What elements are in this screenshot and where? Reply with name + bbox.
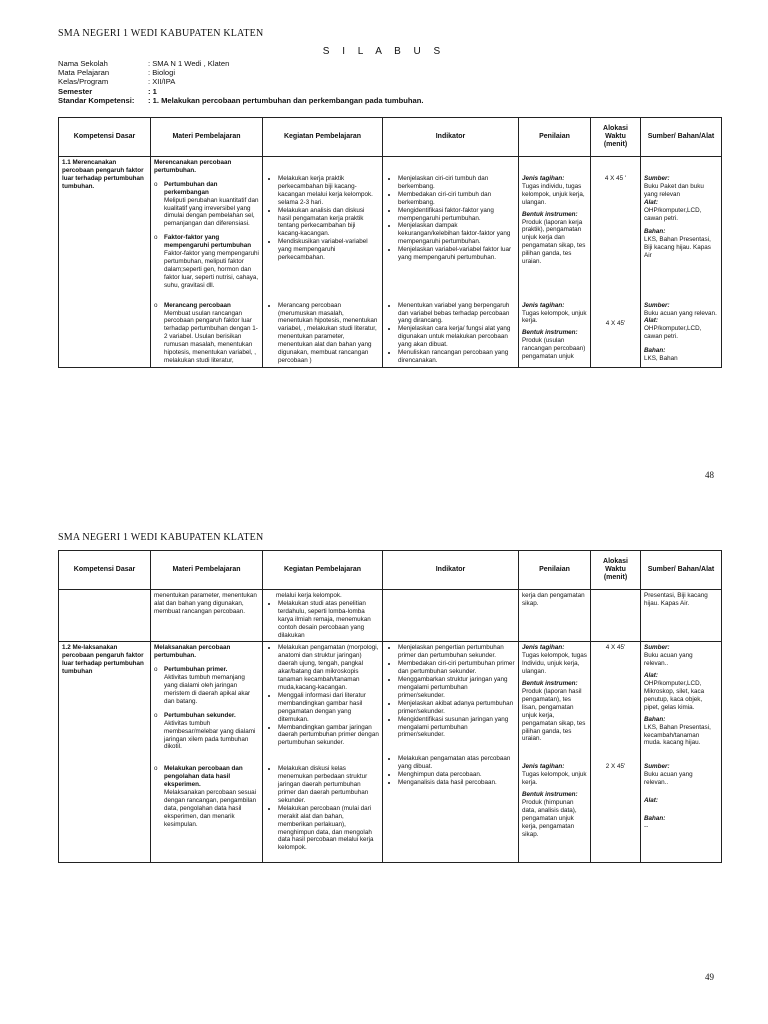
kegiatan-item: • Merancang percobaan (merumuskan masalah, menentukan hipotesis, menentukan variabel, , melakukan studi literatur, menentukan parameter, menentukan alat dan bahan yang digunakan, membuat rancangan percobaan ): [278, 302, 379, 365]
materi-head: Pertumbuhan dan perkembangan: [164, 180, 218, 196]
bahan-label: Bahan:: [644, 715, 666, 723]
kegiatan-item: • Melakukan diskusi kelas menemukan perbedaan struktur jaringan daerah pertumbuhan primer dan daerah pertumbuhan sekunder.: [278, 765, 379, 805]
table-row: [59, 642, 722, 753]
sumber-text: Buku acuan yang relevan..: [644, 771, 693, 787]
syllabus-table: [58, 117, 722, 368]
page-number: 48: [705, 470, 714, 480]
col-header: Kegiatan Pembelajaran: [263, 551, 383, 590]
sumber-cell: [641, 642, 722, 753]
bentuk-instrumen-label: Bentuk instrumen:: [522, 791, 578, 799]
jenis-tagihan-label: Jenis tagihan:: [522, 763, 565, 771]
col-header: Indikator: [383, 118, 519, 157]
materi-body: Melaksanakan percobaan sesuai dengan rancangan, pengambilan data, pengolahan data hasil eksperimen, dan menarik kesimpulan.: [164, 789, 257, 828]
bentuk-instrumen-label: Bentuk instrumen:: [522, 210, 578, 218]
materi-cell: o Merancang percobaan Membuat usulan rancangan percobaan pengaruh faktor luar terhadap pertumbuhan dengan 1-2 variabel. Usulan berisikan rumusan masalah, menentukan hipotesis, menentukan variabel, , melakukan studi literatur,: [151, 292, 263, 368]
penilaian-cell: [519, 753, 591, 863]
kegiatan-item: • Melakukan kerja praktik perkecambahan biji kacang-kacangan melalui kerja kelompok. selama 2-3 hari.: [278, 175, 379, 207]
indikator-item: • Menentukan variabel yang berpengaruh dan variabel bebas terhadap percobaan yang dirancang.: [398, 302, 515, 326]
alat-label: Alat:: [644, 198, 658, 206]
sumber-cell: [641, 157, 722, 292]
materi-cell: Melaksanakan percobaan pertumbuhan. o Pertumbuhan primer. Aktivitas tumbuh memanjang yang dialami oleh jaringan meristem di daerah apikal akar dan batang. o Pertumbuhan sekunder. Aktivitas tumbuh membesar/melebar yang dialami jaringan xilem pada tumbuhan dikotil.: [151, 642, 263, 753]
jenis-tagihan-label: Jenis tagihan:: [522, 301, 565, 309]
school-header: SMA NEGERI 1 WEDI KABUPATEN KLATEN: [58, 532, 264, 543]
bahan-label: Bahan:: [644, 814, 666, 822]
penilaian-cell: [519, 157, 591, 292]
indikator-item: • Melakukan pengamatan atas percobaan yang dibuat.: [398, 755, 515, 771]
info-label: Kelas/Program: [58, 77, 109, 87]
col-header: Sumber/ Bahan/Alat: [641, 551, 722, 590]
bahan-label: Bahan:: [644, 347, 666, 355]
indikator-item: • Menjelaskan variabel-variabel faktor luar yang mempengaruhi pertumbuhan.: [398, 246, 515, 262]
page-number: 49: [705, 972, 714, 982]
indikator-item: • Mengidentifikasi susunan jaringan yang mengalami pertumbuhan primer/sekunder.: [398, 716, 515, 740]
table-row: [59, 157, 722, 292]
indikator-item: • Menuliskan rancangan percobaan yang direncanakan.: [398, 349, 515, 365]
sumber-text: Buku acuan yang relevan.: [644, 309, 717, 317]
alokasi-waktu: 4 X 45 ': [604, 175, 627, 182]
indikator-item: • Membedakan ciri-ciri pertumbuhan primer dan pertumbuhan sekunder.: [398, 660, 515, 676]
info-label: Nama Sekolah: [58, 59, 108, 68]
materi-cell: Merencanakan percobaan pertumbuhan. o Pertumbuhan dan perkembangan Meliputi perubahan kuantitatif dan kualitatif yang irreversibel yang dimulai dengan pembelahan sel, pemanjangan dan diferensiasi. o Faktor-faktor yang mempengaruhi pertumbuhan Faktor-faktor yang mempengaruhi pertumbuhan, meliputi faktor dalam;seperti gen, hormon dan faktor luar, seperti nutrisi, cahaya, suhu, gravitasi dll.: [151, 157, 263, 292]
info-row: [58, 59, 424, 68]
jenis-tagihan: Tugas kelompok, tugas Individu, unjuk kerja, ulangan.: [522, 652, 587, 676]
materi-cell: [151, 590, 263, 642]
bahan-label: Bahan:: [644, 228, 666, 236]
alat-text: OHP/komputer,LCD, cawan petri.: [644, 325, 702, 341]
kegiatan-cell: [263, 753, 383, 863]
col-header: Penilaian: [519, 551, 591, 590]
indikator-cell: [383, 157, 519, 292]
kegiatan-cell: [263, 642, 383, 753]
bentuk-instrumen: Produk (usulan rancangan percobaan) pengamatan unjuk: [522, 337, 586, 361]
kegiatan-item: • Melakukan pengamatan (morpologi, anatomi dan struktur jaringan) daerah ujung, tengah, pangkal akar/batang dan mikroskopis tanaman kecambah/tanaman muda,kacang-kacangan.: [278, 644, 379, 691]
alokasi-waktu: 2 X 45': [605, 763, 626, 771]
bentuk-instrumen-label: Bentuk instrumen:: [522, 680, 578, 688]
alokasi-cell: [591, 753, 641, 863]
indikator-item: • Menjelaskan pengertian pertumbuhan primer dan pertumbuhan sekunder.: [398, 644, 515, 660]
materi-body: Meliputi perubahan kuantitatif dan kualitatif yang irreversibel yang dimulai dengan pembelahan sel, pemanjangan dan diferensiasi.: [164, 196, 259, 228]
col-header: Penilaian: [519, 118, 591, 157]
sumber-text: Buku acuan yang relevan..: [644, 652, 693, 668]
alokasi-waktu: 4 X 45': [605, 644, 626, 652]
alokasi-cell: [591, 157, 641, 292]
materi-body: Membuat usulan rancangan percobaan pengaruh faktor luar terhadap pertumbuhan dengan 1-2 variabel. Usulan berisikan rumusan masalah, menentukan hipotesis, menentukan variabel, , melakukan studi literatur,: [164, 309, 258, 364]
kegiatan-item: • Membandingkan gambar jaringan daerah pertumbuhan primer dengan pertumbuhan sekunder.: [278, 724, 379, 748]
info-row: [58, 77, 424, 86]
sumber-label: Sumber:: [644, 301, 670, 309]
col-header: Alokasi Waktu (menit): [591, 118, 641, 157]
alat-label: Alat:: [644, 672, 658, 680]
indikator-item: • Mengidentifikasi faktor-faktor yang mempengaruhi pertumbuhan.: [398, 207, 515, 223]
col-header: Materi Pembelajaran: [151, 551, 263, 590]
bahan-text: LKS, Bahan: [644, 355, 678, 363]
alat-text: OHP/komputer,LCD, cawan petri.: [644, 206, 702, 222]
materi-body: Faktor-faktor yang mempengaruhi pertumbuhan, meliputi faktor dalam;seperti gen, hormon dan faktor luar, seperti nutrisi, cahaya, suhu, gravitasi dll.: [164, 250, 259, 289]
page-49: [0, 510, 768, 1024]
school-header: SMA NEGERI 1 WEDI KABUPATEN KLATEN: [58, 28, 264, 39]
kegiatan-item: • Menggali informasi dari literatur membandingkan gambar hasil pengamatan dengan yang ditemukan.: [278, 692, 379, 724]
indikator-item: • Menjelaskan dampak kekurangan/kelebihan faktor-faktor yang mempengaruhi pertumbuhan.: [398, 222, 515, 246]
info-value: : 1: [148, 86, 157, 96]
penilaian-cell: [519, 642, 591, 753]
info-value: : Biologi: [148, 68, 176, 78]
indikator-cell: [383, 292, 519, 368]
jenis-tagihan-label: Jenis tagihan:: [522, 644, 565, 652]
materi-head: Pertumbuhan primer.: [164, 666, 228, 674]
indikator-item: • Menggambarkan struktur jaringan yang mengalami pertumbuhan primer/sekunder.: [398, 676, 515, 700]
info-row: [58, 87, 424, 96]
indikator-item: • Menghimpun data percobaan.: [398, 771, 515, 779]
jenis-tagihan: Tugas kelompok, unjuk kerja.: [522, 771, 587, 787]
bentuk-instrumen: Produk (himpunan data, analisis data), pengamatan unjuk kerja, pengamatan sikap.: [522, 798, 577, 838]
info-label: Standar Kompetensi:: [58, 95, 135, 105]
sumber-text: Presentasi, Biji kacang hijau. Kapas Air.: [644, 592, 708, 607]
kegiatan-item: • Melakukan studi atas penelitian terdahulu, seperti lomba-lomba karya ilmiah remaja, menemukan contoh desain percobaan yang dilakukan: [278, 600, 379, 640]
jenis-tagihan-label: Jenis tagihan:: [522, 175, 565, 182]
bentuk-instrumen-label: Bentuk instrumen:: [522, 329, 578, 337]
indikator-item: • Menjelaskan cara kerja/ fungsi alat yang digunakan untuk melakukan percobaan yang akan dibuat.: [398, 325, 515, 349]
bahan-text: LKS, Bahan Presentasi, Biji kacang hijau. Kapas Air: [644, 236, 711, 260]
penilaian-cell: [519, 590, 591, 642]
indikator-item: • Menjelaskan akibat adanya pertumbuhan primer/sekunder.: [398, 700, 515, 716]
sumber-text: Buku Paket dan buku yang relevan: [644, 182, 704, 198]
materi-body: Aktivitas tumbuh memanjang yang dialami oleh jaringan meristem di daerah apikal akar dan batang.: [164, 674, 251, 705]
materi-title: Melaksanakan percobaan pertumbuhan.: [154, 644, 231, 660]
alokasi-cell: [591, 292, 641, 368]
sumber-label: Sumber:: [644, 175, 670, 182]
indikator-item: • Menganalisis data hasil percobaan.: [398, 779, 515, 787]
materi-title: Merencanakan percobaan pertumbuhan.: [154, 159, 232, 174]
syllabus-table: [58, 550, 722, 863]
bahan-text: LKS, Bahan Presentasi, kecambah/tanaman muda. kacang hijau.: [644, 723, 711, 747]
info-value: : 1. Melakukan percobaan pertumbuhan dan perkembangan pada tumbuhan.: [148, 95, 424, 105]
materi-body: Aktivitas tumbuh membesar/melebar yang dialami jaringan xilem pada tumbuhan dikotil.: [164, 719, 256, 751]
info-label: Semester: [58, 86, 93, 96]
col-header: Alokasi Waktu (menit): [591, 551, 641, 590]
sumber-label: Sumber:: [644, 644, 670, 652]
col-header: Materi Pembelajaran: [151, 118, 263, 157]
materi-cell: o Melakukan percobaan dan pengolahan data hasil eksperimen. Melaksanakan percobaan sesuai dengan rancangan, pengambilan data, pengolahan data hasil eksperimen, dan menarik kesimpulan.: [151, 753, 263, 863]
alat-label: Alat:: [644, 797, 658, 805]
materi-head: Faktor-faktor yang mempengaruhi pertumbuhan: [164, 234, 252, 250]
alat-text: OHP/komputer,LCD, Mikroskop, silet, kaca penutup, kaca objek, pipet, gelas kimia.: [644, 680, 705, 711]
col-header: Kompetensi Dasar: [59, 118, 151, 157]
alat-label: Alat:: [644, 317, 658, 325]
kegiatan-cell: [263, 590, 383, 642]
jenis-tagihan: Tugas individu, tugas kelompok, unjuk kerja, ulangan.: [522, 182, 585, 206]
silabus-title: S I L A B U S: [322, 46, 446, 57]
indikator-cell: [383, 642, 519, 753]
table-row: [59, 753, 722, 863]
col-header: Sumber/ Bahan/Alat: [641, 118, 722, 157]
kegiatan-item: • Melakukan percobaan (mulai dari merakit alat dan bahan, memberikan perlakuan), menghimpun data, dan mengolah data hasil percobaan melalui kerja kelompok.: [278, 805, 379, 852]
indikator-item: • Menjelaskan ciri-ciri tumbuh dan berkembang.: [398, 175, 515, 191]
table-row: [59, 590, 722, 642]
kegiatan-cell: [263, 292, 383, 368]
alokasi-cell: [591, 642, 641, 753]
kegiatan-item: • Melakukan analisis dan diskusi hasil pengamatan kerja praktik tentang perkecambahan biji kacang-kacangan.: [278, 207, 379, 239]
indikator-item: • Membedakan ciri-ciri tumbuh dan berkembang.: [398, 191, 515, 207]
kompetensi-dasar: 1.1 Merencanakan percobaan pengaruh faktor luar terhadap pertumbuhan tumbuhan.: [59, 157, 151, 292]
col-header: Kegiatan Pembelajaran: [263, 118, 383, 157]
sumber-cell: [641, 590, 722, 642]
materi-head: Melakukan percobaan dan pengolahan data hasil eksperimen.: [164, 765, 243, 789]
bentuk-instrumen: Produk (laporan hasil pengamatan), tes lisan, pengamatan unjuk kerja, pengamatan sikap, tes pilihan ganda, tes uraian.: [522, 687, 586, 743]
info-value: : SMA N 1 Wedi , Klaten: [148, 59, 230, 68]
page-48: [0, 0, 768, 510]
jenis-tagihan: Tugas kelompok, unjuk kerja.: [522, 309, 587, 325]
sumber-label: Sumber:: [644, 763, 670, 771]
kegiatan-item: • Mendiskusikan variabel-variabel yang mempengaruhi perkecambahan.: [278, 238, 379, 262]
penilaian-text: kerja dan pengamatan sikap.: [522, 592, 585, 607]
materi-head: Merancang percobaan: [164, 301, 231, 309]
info-row: [58, 68, 424, 77]
kegiatan-text: melalui kerja kelompok.: [276, 592, 342, 599]
kompetensi-dasar: 1.2 Me-laksanakan percobaan pengaruh faktor luar terhadap pertumbuhan tumbuhan: [59, 642, 151, 753]
materi-body: menentukan parameter, menentukan alat dan bahan yang digunakan, membuat rancangan percobaan.: [154, 592, 257, 615]
kegiatan-cell: [263, 157, 383, 292]
alokasi-waktu: 4 X 45': [605, 319, 626, 327]
col-header: Indikator: [383, 551, 519, 590]
info-row: [58, 96, 424, 105]
indikator-cell: [383, 753, 519, 863]
penilaian-cell: [519, 292, 591, 368]
info-label: Mata Pelajaran: [58, 68, 110, 78]
info-value: : XII/IPA: [148, 77, 176, 87]
course-info: [58, 59, 424, 105]
bentuk-instrumen: Produk (laporan kerja praktik), pengamatan unjuk kerja dan pengamatan sikap, tes pilihan ganda, tes uraian.: [522, 218, 586, 266]
sumber-cell: [641, 292, 722, 368]
bahan-text: --: [644, 822, 649, 830]
table-row: [59, 292, 722, 368]
col-header: Kompetensi Dasar: [59, 551, 151, 590]
materi-head: Pertumbuhan sekunder.: [164, 711, 236, 719]
sumber-cell: [641, 753, 722, 863]
